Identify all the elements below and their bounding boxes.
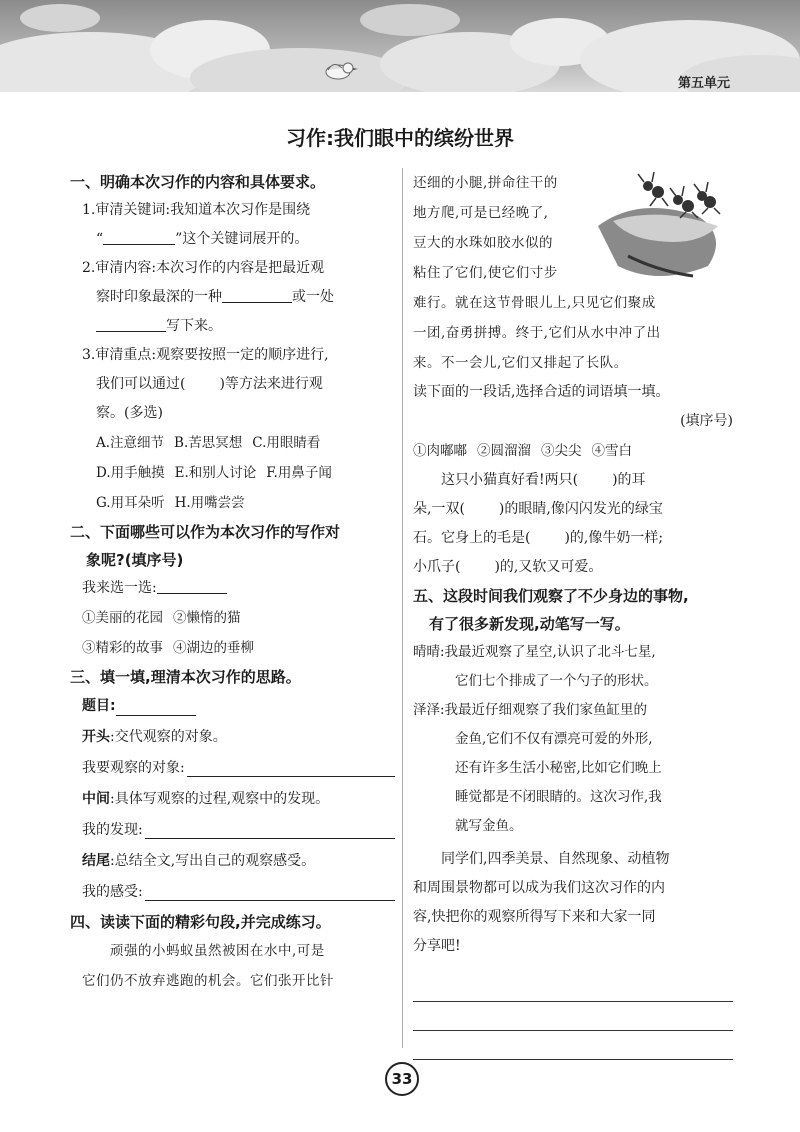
qq-line-2: 它们七个排成了一个勺子的形状。 xyxy=(455,673,658,689)
object-label: 我要观察的对象: xyxy=(82,760,185,776)
header-banner xyxy=(0,0,800,92)
s5-heading-b: 有了很多新发现,动笔写一写。 xyxy=(429,615,630,633)
s1-item3-text-b: 我们可以通过( xyxy=(96,376,186,392)
story-line-6: 粘住了它们,使它们寸步 xyxy=(413,265,558,281)
qingqing-speech xyxy=(413,638,733,696)
opening-row xyxy=(70,722,395,753)
feeling-blank[interactable] xyxy=(145,900,395,901)
s2-choose xyxy=(70,574,395,603)
open-quote: “ xyxy=(96,231,104,247)
topic-label: 题目: xyxy=(82,698,116,714)
word-3[interactable]: ③尖尖 xyxy=(541,443,582,459)
s2-heading-b: 象呢?(填序号) xyxy=(86,551,184,569)
cat-text-3b: )的,像牛奶一样; xyxy=(564,530,664,546)
place-blank[interactable] xyxy=(96,315,166,332)
opening-text: :交代观察的对象。 xyxy=(110,729,227,745)
s1-item3 xyxy=(70,341,395,428)
cat-text-2a: 朵,一双( xyxy=(413,501,465,517)
story-line-7: 难行。就在这节骨眼儿上,只见它们聚成 xyxy=(413,295,656,311)
s1-item3-text: 3.审清重点:观察要按照一定的顺序进行, xyxy=(82,347,329,363)
ending-label: 结尾 xyxy=(82,853,110,869)
cat-text-1b: )的耳 xyxy=(612,472,646,488)
story-left xyxy=(70,936,395,996)
cat-text-2b: )的眼睛,像闪闪发光的绿宝 xyxy=(498,501,663,517)
cat-text-3a: 石。它身上的毛是( xyxy=(413,530,531,546)
topic-row xyxy=(70,691,395,722)
option-e[interactable]: E.和别人讨论 xyxy=(174,465,257,481)
discovery-label: 我的发现: xyxy=(82,822,143,838)
zeze-speech xyxy=(413,696,733,841)
s2-option-3[interactable]: ③精彩的故事 xyxy=(82,640,163,656)
option-f[interactable]: F.用鼻子闻 xyxy=(266,465,332,481)
word-options xyxy=(413,436,733,466)
middle-row xyxy=(70,784,395,815)
s1-item2-text-d: 写下来。 xyxy=(166,318,222,334)
story-line-9: 来。不一会儿,它们又排起了长队。 xyxy=(413,355,628,371)
s1-item2-text-b: 察时印象最深的一种 xyxy=(96,289,222,305)
closing-line-1: 同学们,四季美景、自然现象、动植物 xyxy=(441,851,670,867)
object-row xyxy=(70,753,395,784)
s4-task-note: (填序号) xyxy=(680,413,733,429)
writing-line[interactable] xyxy=(413,973,733,1002)
s1-options xyxy=(70,428,395,518)
cat-paragraph xyxy=(413,466,733,582)
story-line-4: 地方爬,可是已经晚了, xyxy=(413,205,549,221)
discovery-row xyxy=(70,815,395,846)
s1-item3-text-d: 察。(多选) xyxy=(96,405,163,421)
feeling-label: 我的感受: xyxy=(82,884,143,900)
zz-line-1: 泽泽:我最近仔细观察了我们家鱼缸里的 xyxy=(413,702,648,718)
word-4[interactable]: ④雪白 xyxy=(591,443,632,459)
s1-item2-text-c: 或一处 xyxy=(292,289,334,305)
discovery-blank[interactable] xyxy=(145,838,395,839)
right-column xyxy=(413,168,733,1060)
s1-item2-text: 2.审清内容:本次习作的内容是把最近观 xyxy=(82,260,325,276)
s2-option-1[interactable]: ①美丽的花园 xyxy=(82,610,163,626)
column-divider xyxy=(402,168,403,1048)
s2-heading-a: 二、下面哪些可以作为本次习作的写作对 xyxy=(70,523,341,541)
story-line-1: 顽强的小蚂蚁虽然被困在水中,可是 xyxy=(110,943,325,959)
ending-text: :总结全文,写出自己的观察感受。 xyxy=(110,853,316,869)
cat-text-4b: )的,又软又可爱。 xyxy=(494,559,603,575)
s1-item1-tail: ”这个关键词展开的。 xyxy=(175,231,309,247)
cat-text-4a: 小爪子( xyxy=(413,559,461,575)
keyword-blank[interactable] xyxy=(103,228,175,245)
option-b[interactable]: B.苦思冥想 xyxy=(174,435,243,451)
opening-label: 开头 xyxy=(82,729,110,745)
closing-line-3: 容,快把你的观察所得写下来和大家一同 xyxy=(413,909,656,925)
section-4-heading: 四、读读下面的精彩句段,并完成练习。 xyxy=(70,913,331,931)
zz-line-4: 睡觉都是不闭眼睛的。这次习作,我 xyxy=(455,789,662,805)
writing-line[interactable] xyxy=(413,1002,733,1031)
option-d[interactable]: D.用手触摸 xyxy=(96,465,165,481)
kind-blank[interactable] xyxy=(222,286,292,303)
story-line-2: 它们仍不放弃逃跑的机会。它们张开比针 xyxy=(82,973,334,989)
story-line-3: 还细的小腿,拼命往干的 xyxy=(413,175,558,191)
option-a[interactable]: A.注意细节 xyxy=(96,435,165,451)
option-c[interactable]: C.用眼睛看 xyxy=(252,435,321,451)
closing-line-4: 分享吧! xyxy=(413,938,461,954)
ants-in-water-illustration xyxy=(598,166,728,286)
middle-label: 中间 xyxy=(82,791,110,807)
story-line-8: 一团,奋勇拼搏。终于,它们从水中冲了出 xyxy=(413,325,661,341)
s1-item1-text: 1.审清关键词:我知道本次习作是围绕 xyxy=(82,202,311,218)
qq-line-1: 晴晴:我最近观察了星空,认识了北斗七星, xyxy=(413,644,656,660)
writing-area[interactable] xyxy=(413,973,733,1060)
s1-item1 xyxy=(70,196,395,254)
story-continued xyxy=(413,168,733,378)
page-number: 33 xyxy=(385,1062,419,1096)
section-3-heading: 三、填一填,理清本次习作的思路。 xyxy=(70,668,301,686)
ending-row xyxy=(70,846,395,877)
page-title: 习作:我们眼中的缤纷世界 xyxy=(286,126,514,150)
writing-line[interactable] xyxy=(413,1031,733,1060)
zz-line-3: 还有许多生活小秘密,比如它们晚上 xyxy=(455,760,662,776)
s2-options xyxy=(70,603,395,663)
section-2-heading xyxy=(70,518,395,574)
s1-item2 xyxy=(70,254,395,341)
bird-icon xyxy=(318,58,358,82)
section-5-heading xyxy=(413,582,733,638)
word-2[interactable]: ②圆溜溜 xyxy=(477,443,531,459)
topic-blank[interactable] xyxy=(116,699,196,716)
closing-paragraph xyxy=(413,845,733,961)
feeling-row xyxy=(70,877,395,908)
option-g[interactable]: G.用耳朵听 xyxy=(96,495,165,511)
story-line-5: 豆大的水珠如胶水似的 xyxy=(413,235,553,251)
zz-line-2: 金鱼,它们不仅有漂亮可爱的外形, xyxy=(455,731,653,747)
zz-line-5: 就写金鱼。 xyxy=(455,818,523,834)
cat-text-1a: 这只小猫真好看!两只( xyxy=(441,472,579,488)
unit-label: 第五单元 xyxy=(677,76,730,91)
section-1-heading: 一、明确本次习作的内容和具体要求。 xyxy=(70,173,326,191)
word-1[interactable]: ①肉嘟嘟 xyxy=(413,443,467,459)
closing-line-2: 和周围景物都可以成为我们这次习作的内 xyxy=(413,880,665,896)
left-column xyxy=(70,168,395,996)
middle-text: :具体写观察的过程,观察中的发现。 xyxy=(110,791,330,807)
s2-choose-label: 我来选一选: xyxy=(82,580,157,596)
s4-task: 读下面的一段话,选择合适的词语填一填。 xyxy=(413,384,670,400)
s5-heading-a: 五、这段时间我们观察了不少身边的事物, xyxy=(413,587,689,605)
object-blank[interactable] xyxy=(187,776,395,777)
option-h[interactable]: H.用嘴尝尝 xyxy=(174,495,245,511)
s2-option-4[interactable]: ④湖边的垂柳 xyxy=(173,640,254,656)
s2-option-2[interactable]: ②懒惰的猫 xyxy=(173,610,241,626)
choice-blank[interactable] xyxy=(157,577,227,594)
s1-item3-text-c: )等方法来进行观 xyxy=(219,376,323,392)
